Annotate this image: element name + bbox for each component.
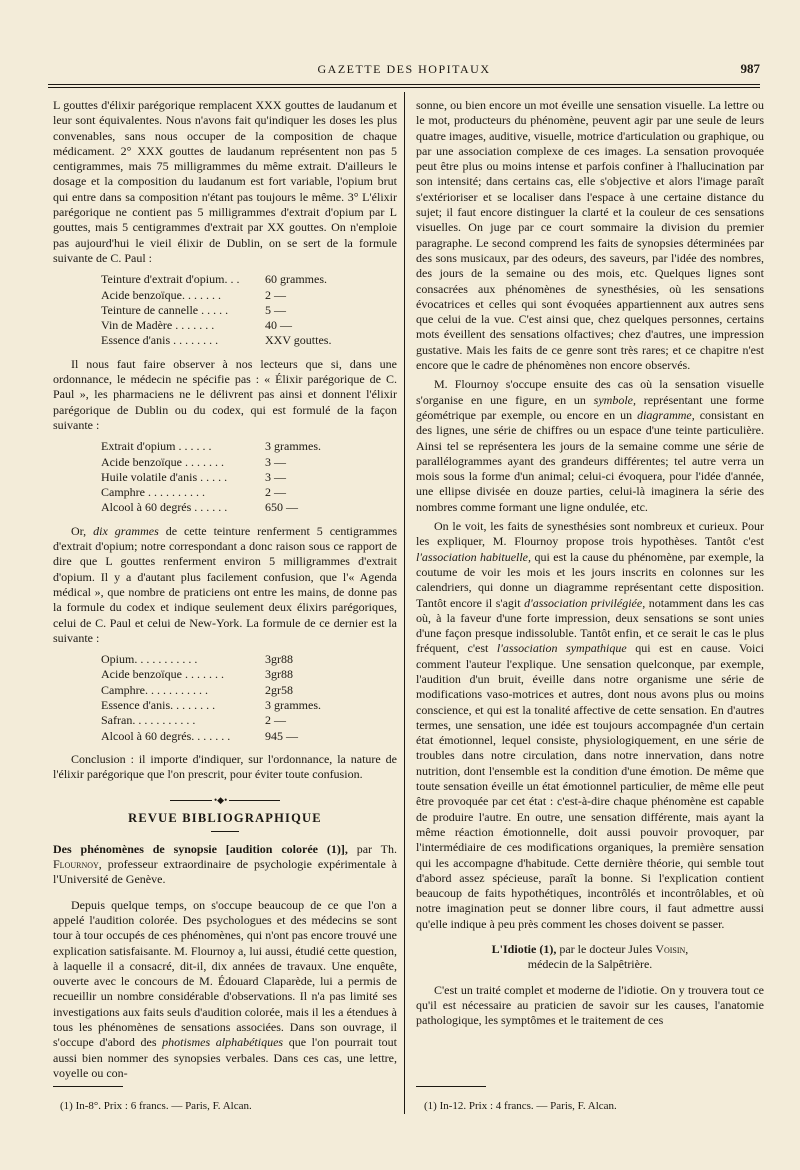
- review-title: Des phénomènes de synopsie [audition colorée (1)],: [53, 841, 348, 856]
- paragraph: L gouttes d'élixir parégorique remplacent XXX gouttes de laudanum et leur sont équivalentes. Nous n'avons fait qu'indiquer les doses les plus convenables, sans nous occuper de la composition de chaque médicament. 2° XXX gouttes de laudanum représentent non pas 5 centigrammes, mais 75 milligrammes du même extrait. D'ailleurs le dosage et la composition du laudanum est fort variable, l'opium brut qui entre dans sa composition n'étant pas toujours le même. 3° L'élixir parégorique ne contient pas 5 milligrammes d'extrait d'opium par L gouttes, mais 5 centigrammes d'extrait par XX gouttes. On n'emploie pas aujourd'hui le vieil élixir de Dublin, on se sert de la formule suivante de C. Paul :: [53, 98, 397, 265]
- text: médecin de la Salpêtrière.: [527, 957, 653, 972]
- text: par le docteur Jules: [559, 942, 653, 957]
- emphasis: symbole,: [593, 392, 636, 407]
- paragraph: [416, 377, 764, 515]
- text: Or,: [71, 523, 87, 538]
- quantity: 40 —: [265, 318, 292, 333]
- ingredient: Alcool à 60 degrés . . . . . .: [101, 500, 228, 515]
- formula-row: [53, 333, 397, 348]
- paragraph: [53, 898, 397, 1082]
- column-divider: [404, 92, 405, 1114]
- review-heading: [416, 942, 764, 973]
- ingredient: Alcool à 60 degrés. . . . . . .: [101, 728, 231, 743]
- text: professeur extraordinaire de psychologie expérimentale à l'Université de Genève.: [53, 857, 397, 887]
- emphasis: diagramme,: [637, 407, 695, 422]
- formula-row: [53, 439, 397, 454]
- emphasis: l'association habituelle,: [416, 549, 532, 564]
- paragraph: Conclusion : il importe d'indiquer, sur l'ordonnance, la nature de l'élixir parégorique que l'on prescrit, pour éviter toute confusion.: [53, 751, 397, 782]
- ingredient: Acide benzoïque . . . . . . .: [101, 667, 224, 682]
- text: On le voit, les faits de synesthésies sont nombreux et curieux. Pour les expliquer, M. Flournoy propose trois hypothèses. Tantôt c'est: [416, 519, 764, 549]
- ornament-separator: [170, 800, 280, 801]
- ingredient: Teinture de cannelle . . . . .: [101, 302, 229, 317]
- quantity: 60 grammes.: [265, 272, 327, 287]
- quantity: 3 —: [265, 454, 286, 469]
- quantity: 5 —: [265, 302, 286, 317]
- formula-row: [53, 729, 397, 744]
- quantity: 650 —: [265, 500, 298, 515]
- quantity: 2gr58: [265, 682, 293, 697]
- ingredient: Vin de Madère . . . . . . .: [101, 318, 215, 333]
- formula-row: [53, 667, 397, 682]
- formula-row: [53, 272, 397, 287]
- section-rule: [211, 831, 239, 832]
- formula-row: [53, 470, 397, 485]
- formula-row: [53, 683, 397, 698]
- left-column: [53, 98, 397, 1085]
- ingredient: Essence d'anis. . . . . . . .: [101, 697, 216, 712]
- formula-row: [53, 455, 397, 470]
- text: que l'on pourrait tout aussi bien nommer des synopsies verbales. Dans ces cas, une lettre, voyelle ou con-: [53, 1035, 398, 1080]
- right-column: [416, 98, 764, 1033]
- formula-row: [53, 485, 397, 500]
- quantity: 3 —: [265, 469, 286, 484]
- formula-table-new-york: [53, 652, 397, 744]
- review-heading: [53, 842, 397, 888]
- text: notamment dans les cas où, à la faveur d'une forte impression, deux sensations se sont unies d'une façon presque indissoluble. Tantôt enfin, et ce serait le cas le plus fréquent, c'est: [416, 595, 765, 656]
- formula-table-c-paul: [53, 272, 397, 348]
- paragraph: [53, 524, 397, 646]
- formula-row: [53, 303, 397, 318]
- emphasis: d'association privilégiée,: [524, 595, 646, 610]
- text: consistant en des lignes, une série de chiffres ou un espace d'une teinte particulière. Ainsi tel se représentera les jours de la semaine comme une série de parallélogrammes ayant des grandeurs différentes; tel autre verra un mois sous la forme d'un animal; celui-ci évoquera, pour l'idée d'année, une ellipse divisée en douze parties, celui-là imaginera la série des nombres comme formant une ligne ondulée, etc.: [416, 407, 765, 514]
- ingredient: Extrait d'opium . . . . . .: [101, 439, 212, 454]
- header-rule-thin: [48, 87, 760, 88]
- quantity: 3gr88: [265, 652, 293, 667]
- text: qui est en cause. Voici comment l'auteur l'explique. Une sensation quelconque, par exemple, l'audition d'un bruit, éveille dans notre organisme une série de modifications vaso-motrices et autres, dont nous avons plus ou moins conscience, et qui est la tonalité affective de cette sensation. En d'autres termes, une sensation, une idée est toujours accompagnée d'un certain état émotionnel, lequel consiste, physiologiquement, en une série de troubles dans notre circulation, dans notre innervation, dans notre nutrition, dont l'ensemble est la condition d'une émotion. De même que toute sensation éveille un état émotionnel particulier, de même elle peut être provoquée par cet état : c'est-à-dire chaque phénomène est capable de produire l'autre. En outre, une sensation différente, mais ayant la même réaction émotionnelle, doit aussi pouvoir provoquer, par l'intermédiaire de ces modifications organiques, la première sensation qui les accompagne d'habitude. Cette dernière théorie, qui semble tout d'abord assez spécieuse, paraît la bonne. Si l'explication contient beaucoup de faits hypothétiques, incontrôlés et incontrôlables, et où notre imagination peut se donner libre cours, il faut admettre aussi qu'elle indique à peu près comment les choses doivent se passer.: [416, 641, 765, 931]
- formula-row: [53, 288, 397, 303]
- ingredient: Acide benzoïque. . . . . . .: [101, 287, 221, 302]
- ingredient: Safran. . . . . . . . . . .: [101, 713, 196, 728]
- footnote-rule: [416, 1086, 486, 1087]
- author-name: Voisin,: [655, 942, 689, 957]
- review-title: L'Idiotie (1),: [491, 942, 557, 957]
- text: M. Flournoy s'occupe ensuite des cas où la sensation visuelle s'organise en une figure, en un: [416, 377, 764, 407]
- formula-row: [53, 652, 397, 667]
- quantity: XXV gouttes.: [265, 333, 332, 348]
- formula-row: [53, 500, 397, 515]
- page-number: 987: [740, 61, 760, 76]
- quantity: 3 grammes.: [265, 697, 321, 712]
- ingredient: Essence d'anis . . . . . . . .: [101, 333, 219, 348]
- footnote: (1) In-8°. Prix : 6 francs. — Paris, F. Alcan.: [60, 1100, 252, 1112]
- emphasis: photismes alphabétiques: [162, 1035, 284, 1050]
- ingredient: Camphre . . . . . . . . . .: [101, 485, 205, 500]
- formula-row: [53, 713, 397, 728]
- paragraph: C'est un traité complet et moderne de l'idiotie. On y trouvera tout ce qu'il est nécessaire au praticien de savoir sur les causes, l'anatomie pathologique, les symptômes et le traitement de ces: [416, 982, 764, 1028]
- footnote-rule: [53, 1086, 123, 1087]
- emphasis: dix grammes: [93, 523, 159, 538]
- paragraph: Il nous faut faire observer à nos lecteurs que si, dans une ordonnance, le médecin ne spécifie pas : « Élixir parégorique de C. Paul », les pharmaciens ne le délivrent pas ainsi et donnent l'élixir parégorique de Dublin ou du codex, qui est formulé de la façon suivante :: [53, 356, 397, 432]
- formula-row: [53, 318, 397, 333]
- ingredient: Opium. . . . . . . . . . .: [101, 652, 198, 667]
- quantity: 2 —: [265, 485, 286, 500]
- quantity: 2 —: [265, 713, 286, 728]
- header-rule: [48, 84, 760, 85]
- text: par Th.: [356, 841, 397, 856]
- text: Depuis quelque temps, on s'occupe beaucoup de ce que l'on a appelé l'audition colorée. Des psychologues et des médecins se sont tour à tour occupés de ces phénomènes, qui n'ont pas encore trouvé une explication satisfaisante. M. Flournoy a, lui aussi, étudié cette question, à laquelle il a consacré, dit-il, dix années de travaux. Une enquête, ouverte avec le concours de M. Édouard Claparède, lui a permis de recueillir un nombre considérable d'observations. Il n'a pas limité ses investigations aux faits seuls d'audition colorée, mais il les a étendues à tous les phénomènes de sensations associées. Dans son ouvrage, il s'occupe d'abord des: [53, 897, 397, 1050]
- footnote: (1) In-12. Prix : 4 francs. — Paris, F. Alcan.: [424, 1100, 617, 1112]
- text: qui est la cause du phénomène, par exemple, la coutume de voir les mois et les jours inscrits en colonnes sur les calendriers, qui donne un diagramme représentant cette disposition. Tantôt encore il s'agit: [416, 549, 764, 610]
- author-name: Flournoy,: [53, 857, 102, 872]
- ingredient: Acide benzoïque . . . . . . .: [101, 454, 224, 469]
- text: de cette teinture renferment 5 centigrammes d'extrait d'opium; notre correspondant a donc raison sous ce rapport de dire que L gouttes renferment environ 5 milligrammes d'extrait d'opium. Il y a d'autant plus facilement confusion, que l'« Agenda médical », que nombre de praticiens ont entre les mains, de donne pas la formule du codex et indique seulement deux élixirs parégoriques, celui de C. Paul et celui de New-York. La formule de ce dernier est la suivante :: [53, 523, 397, 645]
- text: représentant une forme géométrique par exemple, ou encore en un: [416, 392, 764, 422]
- quantity: 945 —: [265, 728, 298, 743]
- ingredient: Teinture d'extrait d'opium. . .: [101, 272, 240, 287]
- journal-title: GAZETTE DES HOPITAUX: [317, 62, 491, 76]
- paragraph: sonne, ou bien encore un mot éveille une sensation visuelle. La lettre ou le mot, producteurs du phénomène, peuvent agir par une seule de leurs quatre images, auditive, visuelle, motrice d'articulation ou graphique, ou par une association complexe de ces images. La sensation provoquée peut être plus ou moins intense et parfois confiner à l'hallucination par son intensité; dans certains cas, elle s'objective et alors l'image paraît s'extérioriser et se localiser dans l'espace à une certaine distance du sujet; il faut encore distinguer la clarté et la couleur de ces sensations visuelles. On juge par ce court sommaire la division du premier paragraphe. Le second comprend les faits de synopsies déterminées par des sons musicaux, par des odeurs, des saveurs, par l'idée des nombres, des jours de la semaine ou des mois, etc. Quelques lignes sont consacrées aux phénomènes de synesthésies, où les sensations évocatrices et celles qui sont évoquées appartiennent aux autres sens que celui de la vue. C'est ainsi que, chez quelques personnes, certains mots éveillent des sensations olfactives; chez d'autres, une impression gustative. Mais les faits de ce genre sont très rares; et ce chapitre n'est encore que le cadre de phénomènes non encore observés.: [416, 98, 764, 373]
- quantity: 2 —: [265, 287, 286, 302]
- ingredient: Camphre. . . . . . . . . . .: [101, 682, 208, 697]
- emphasis: l'association sympathique: [496, 641, 627, 656]
- quantity: 3 grammes.: [265, 439, 321, 454]
- section-title: REVUE BIBLIOGRAPHIQUE: [128, 811, 322, 826]
- paragraph: [416, 519, 764, 932]
- quantity: 3gr88: [265, 667, 293, 682]
- formula-table-codex: [53, 439, 397, 515]
- ingredient: Huile volatile d'anis . . . . .: [101, 469, 228, 484]
- page-header: [48, 58, 760, 80]
- formula-row: [53, 698, 397, 713]
